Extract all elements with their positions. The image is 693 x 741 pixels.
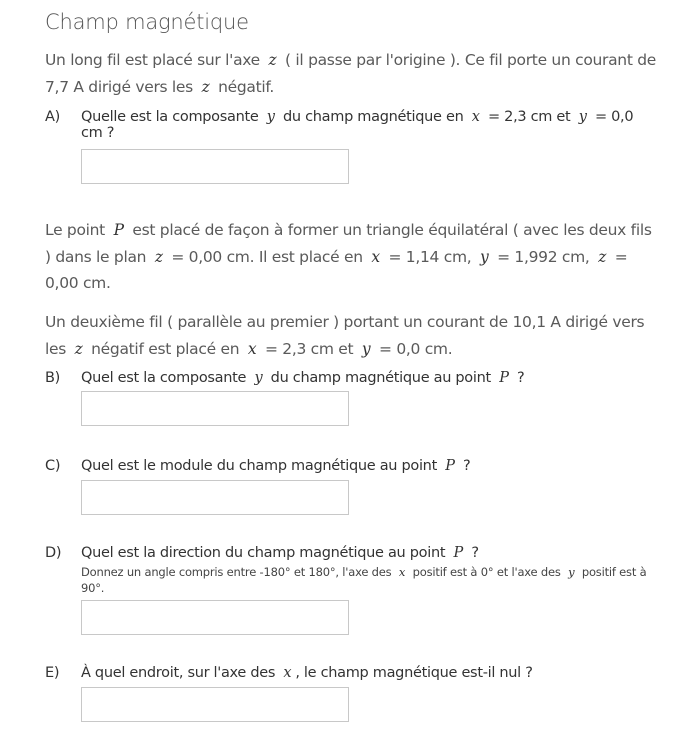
text-segment: = 1,992 cm, xyxy=(492,247,595,266)
math-variable: x xyxy=(247,339,257,358)
text-segment: Quel est la composante xyxy=(81,370,251,386)
question-text xyxy=(81,458,655,474)
text-segment: du champ magnétique au point xyxy=(266,370,496,386)
math-variable: y xyxy=(568,565,575,579)
question-a xyxy=(45,109,655,141)
math-variable: P xyxy=(453,545,464,561)
text-segment: du champ magnétique en xyxy=(278,109,468,125)
answer-a-input[interactable] xyxy=(81,149,349,184)
text-segment: ? xyxy=(512,370,525,386)
math-variable: P xyxy=(445,458,455,474)
text-segment: ? xyxy=(467,545,479,561)
math-variable: y xyxy=(361,339,371,358)
question-label: D) xyxy=(45,545,62,561)
question-text xyxy=(81,109,655,141)
text-segment: = 2,3 cm et xyxy=(260,339,358,358)
math-variable: z xyxy=(154,247,163,266)
intro-paragraph xyxy=(45,47,660,100)
math-variable: z xyxy=(268,51,277,69)
text-segment: négatif est placé en xyxy=(86,339,244,358)
text-segment: Donnez un angle compris entre -180° et 180°, l'axe des xyxy=(81,565,395,579)
question-text xyxy=(81,665,655,681)
text-segment: = 2,3 cm et xyxy=(483,109,575,125)
question-label: E) xyxy=(45,665,60,681)
math-variable: P xyxy=(499,370,509,386)
text-segment: Le point xyxy=(45,221,110,239)
math-variable: x xyxy=(398,565,406,579)
question-label: C) xyxy=(45,458,61,474)
text-segment: Un deuxième fil ( parallèle au premier ) portant un courant de 10,1 A dirigé vers les xyxy=(45,313,645,358)
text-segment: Un long fil est placé sur l'axe xyxy=(45,51,265,69)
question-note xyxy=(81,564,655,596)
page-title: Champ magnétique xyxy=(45,10,249,34)
text-segment: = 0,00 cm. xyxy=(45,247,628,292)
text-segment: = 0,0 cm. xyxy=(374,339,453,358)
question-e xyxy=(45,665,655,681)
question-label: A) xyxy=(45,109,60,125)
text-segment: = 1,14 cm, xyxy=(383,247,476,266)
math-variable: y xyxy=(254,370,263,386)
text-segment: ? xyxy=(458,458,471,474)
question-text xyxy=(81,370,655,386)
math-variable: x xyxy=(283,665,292,681)
text-segment: positif est à 90°. xyxy=(81,565,647,595)
text-segment: positif est à 0° et l'axe des xyxy=(409,565,565,579)
point-p-paragraph xyxy=(45,217,660,297)
answer-e-input[interactable] xyxy=(81,687,349,722)
text-segment: = 0,0 cm ? xyxy=(81,109,634,141)
text-segment: négatif. xyxy=(213,77,275,96)
math-variable: z xyxy=(201,77,210,96)
math-variable: P xyxy=(113,221,124,239)
question-text xyxy=(81,545,655,561)
question-c xyxy=(45,458,655,474)
question-d xyxy=(45,545,655,596)
math-variable: y xyxy=(266,109,275,125)
text-segment: , le champ magnétique est-il nul ? xyxy=(295,665,533,681)
question-b xyxy=(45,370,655,386)
question-label: B) xyxy=(45,370,61,386)
math-variable: z xyxy=(598,247,607,266)
text-segment: ( il passe par l'origine ). Ce fil porte un courant de 7,7 A dirigé vers les xyxy=(45,51,657,96)
text-segment: Quel est le module du champ magnétique au point xyxy=(81,458,442,474)
second-wire-paragraph xyxy=(45,309,660,362)
math-variable: x xyxy=(471,109,480,125)
answer-c-input[interactable] xyxy=(81,480,349,515)
text-segment: = 0,00 cm. Il est placé en xyxy=(166,247,368,266)
text-segment: est placé de façon à former un triangle équilatéral ( avec les deux fils ) dans le plan xyxy=(45,221,652,266)
math-variable: y xyxy=(578,109,587,125)
math-variable: x xyxy=(371,247,380,266)
math-variable: z xyxy=(74,339,83,358)
answer-d-input[interactable] xyxy=(81,600,349,635)
text-segment: À quel endroit, sur l'axe des xyxy=(81,665,280,681)
text-segment: Quelle est la composante xyxy=(81,109,263,125)
math-variable: y xyxy=(480,247,489,266)
text-segment: Quel est la direction du champ magnétique au point xyxy=(81,545,450,561)
answer-b-input[interactable] xyxy=(81,391,349,426)
